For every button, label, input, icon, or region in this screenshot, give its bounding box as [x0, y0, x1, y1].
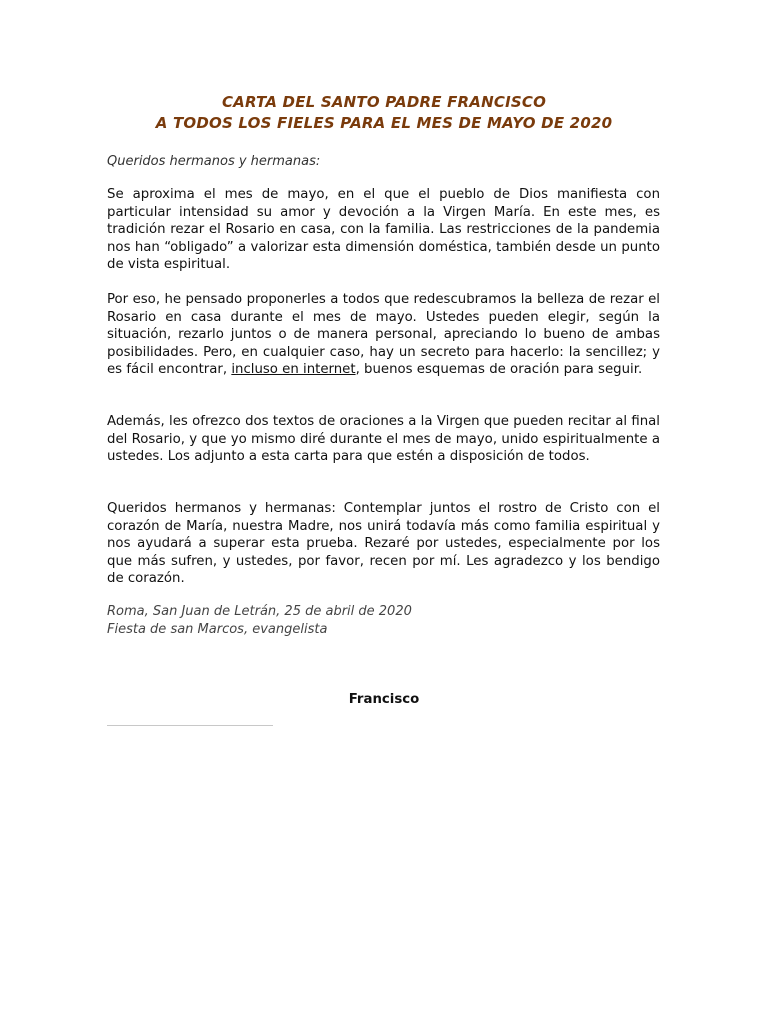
signature — [0, 691, 768, 709]
place-date-line-2: Fiesta de san Marcos, evangelista — [107, 622, 328, 637]
paragraph-2-text-after-link: , buenos esquemas de oración para seguir. — [355, 362, 643, 377]
paragraph-3: Además, les ofrezco dos textos de oraciones a la Virgen que pueden recitar al final del Rosario, y que yo mismo diré durante el mes de mayo, unido espiritualmente a ustedes. Los adjunto a esta carta para que estén a disposición de todos. — [107, 414, 660, 464]
place-and-date — [107, 603, 412, 639]
paragraph-4: Queridos hermanos y hermanas: Contemplar juntos el rostro de Cristo con el corazón de María, nuestra Madre, nos unirá todavía más como familia espiritual y nos ayudará a superar esta prueba. Rezaré por ustedes, especialmente por los que más sufren, y ustedes, por favor, recen por mí. Les agradezco y los bendigo de corazón. — [107, 501, 660, 586]
letter-title-line-2: A TODOS LOS FIELES PARA EL MES DE MAYO DE 2020 — [155, 114, 613, 132]
paragraph-2 — [107, 291, 660, 379]
footnote-divider — [107, 725, 273, 726]
internet-link[interactable]: incluso en internet — [231, 362, 356, 377]
letter-greeting: Queridos hermanos y hermanas: — [107, 154, 321, 169]
paragraph-2-text-before-link: Por eso, he pensado proponerles a todos que redescubramos la belleza de rezar el Rosario en casa durante el mes de mayo. Ustedes pueden elegir, según la situación, rezarlo juntos o de manera personal, apreciando lo bueno de ambas posibilidades. Pero, en cualquier caso, hay un secreto para hacerlo: la sencillez; y es fácil encontrar, — [107, 292, 660, 377]
signature-name: Francisco — [348, 692, 420, 707]
letter-title-line-1: CARTA DEL SANTO PADRE FRANCISCO — [221, 93, 547, 111]
place-date-line-1: Roma, San Juan de Letrán, 25 de abril de 2020 — [107, 604, 412, 619]
paragraph-1: Se aproxima el mes de mayo, en el que el pueblo de Dios manifiesta con particular intensidad su amor y devoción a la Virgen María. En este mes, es tradición rezar el Rosario en casa, con la familia. Las restricciones de la pandemia nos han “obligado” a valorizar esta dimensión doméstica, también desde un punto de vista espiritual. — [107, 187, 660, 272]
